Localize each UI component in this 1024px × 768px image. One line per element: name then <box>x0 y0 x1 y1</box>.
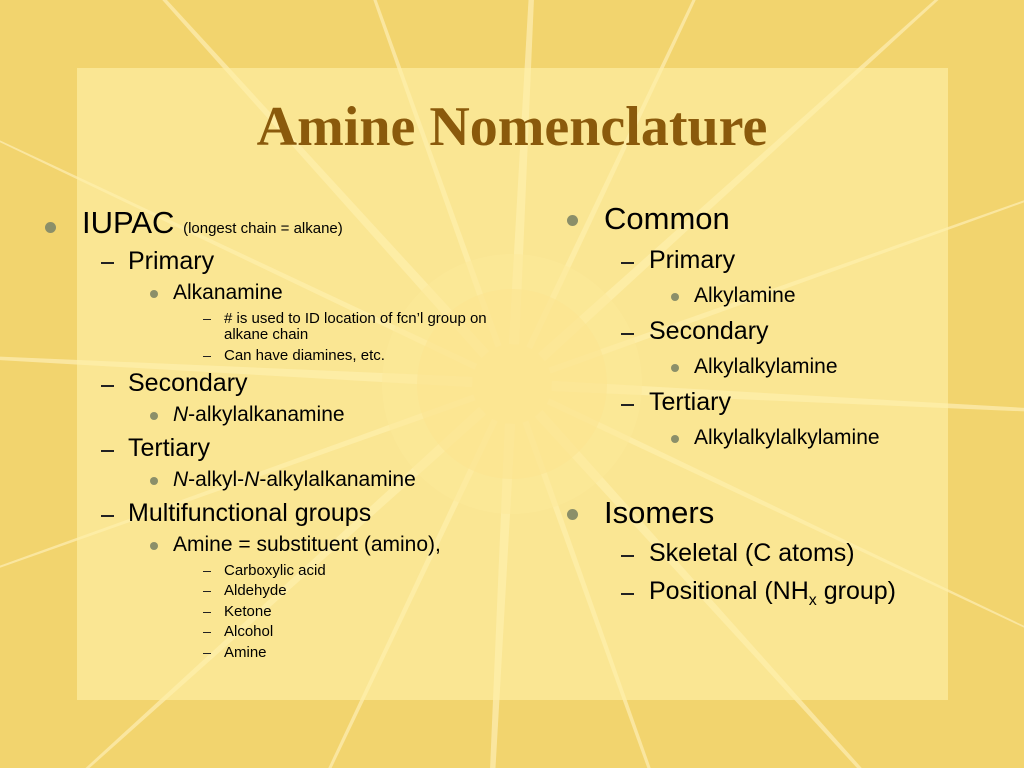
dash-marker <box>621 404 634 406</box>
common-tertiary: Tertiary <box>649 388 731 416</box>
note-location-line1: # is used to ID location of fcn’l group on <box>224 310 487 327</box>
dash-marker <box>203 612 211 613</box>
bullet-dot <box>671 435 679 443</box>
bullet-dot <box>567 215 578 226</box>
group-item: Carboxylic acid <box>224 562 326 579</box>
note-location-line2: alkane chain <box>224 326 309 343</box>
secondary-name-text: -alkylalkanamine <box>188 403 345 426</box>
group-item: Alcohol <box>224 623 274 640</box>
italic-n: N <box>173 468 189 491</box>
iupac-multifunctional: Multifunctional groups <box>128 499 372 527</box>
italic-n: N <box>173 403 189 426</box>
iupac-note: (longest chain = alkane) <box>183 220 343 237</box>
isomers-heading: Isomers <box>604 495 715 530</box>
slide-title: Amine Nomenclature <box>256 96 768 158</box>
dash-marker <box>101 385 114 387</box>
italic-n: N <box>244 468 260 491</box>
tertiary-end-text: -alkylalkanamine <box>259 468 416 491</box>
positional-post: group) <box>816 577 896 605</box>
common-heading: Common <box>604 201 730 236</box>
common-primary: Primary <box>649 246 736 274</box>
dash-marker <box>203 571 211 572</box>
dash-marker <box>621 555 634 557</box>
bullet-dot <box>45 222 56 233</box>
bullet-dot <box>567 509 578 520</box>
iupac-secondary-name <box>173 402 345 428</box>
isomer-skeletal: Skeletal (C atoms) <box>649 539 855 567</box>
dash-marker <box>203 632 211 633</box>
iupac-tertiary: Tertiary <box>128 434 210 462</box>
iupac-alkanamine: Alkanamine <box>173 281 283 304</box>
dash-marker <box>101 515 114 517</box>
dash-marker <box>203 591 211 592</box>
common-secondary-name: Alkylalkylamine <box>694 355 838 378</box>
isomer-positional <box>649 576 896 609</box>
dash-marker <box>203 319 211 320</box>
dash-marker <box>621 262 634 264</box>
common-primary-name: Alkylamine <box>694 284 796 307</box>
tertiary-mid-text: -alkyl- <box>188 468 245 491</box>
group-item: Ketone <box>224 603 272 620</box>
bullet-dot <box>150 290 158 298</box>
iupac-tertiary-name <box>173 467 416 493</box>
bullet-dot <box>671 364 679 372</box>
dash-marker <box>203 653 211 654</box>
iupac-primary: Primary <box>128 247 215 275</box>
dash-marker <box>621 593 634 595</box>
bullet-dot <box>671 293 679 301</box>
bullet-dot <box>150 542 158 550</box>
dash-marker <box>101 262 114 264</box>
iupac-label: IUPAC <box>82 205 175 240</box>
amine-substituent: Amine = substituent (amino), <box>173 533 441 556</box>
dash-marker <box>621 333 634 335</box>
common-tertiary-name: Alkylalkylalkylamine <box>694 426 880 449</box>
dash-marker <box>101 450 114 452</box>
iupac-heading <box>82 205 343 247</box>
group-item: Amine <box>224 644 267 661</box>
note-diamines: Can have diamines, etc. <box>224 347 385 364</box>
iupac-secondary: Secondary <box>128 369 248 397</box>
common-secondary: Secondary <box>649 317 769 345</box>
positional-subscript: x <box>808 592 817 609</box>
positional-pre: Positional (NH <box>649 577 809 605</box>
bullet-dot <box>150 412 158 420</box>
dash-marker <box>203 356 211 357</box>
group-item: Aldehyde <box>224 582 287 599</box>
bullet-dot <box>150 477 158 485</box>
